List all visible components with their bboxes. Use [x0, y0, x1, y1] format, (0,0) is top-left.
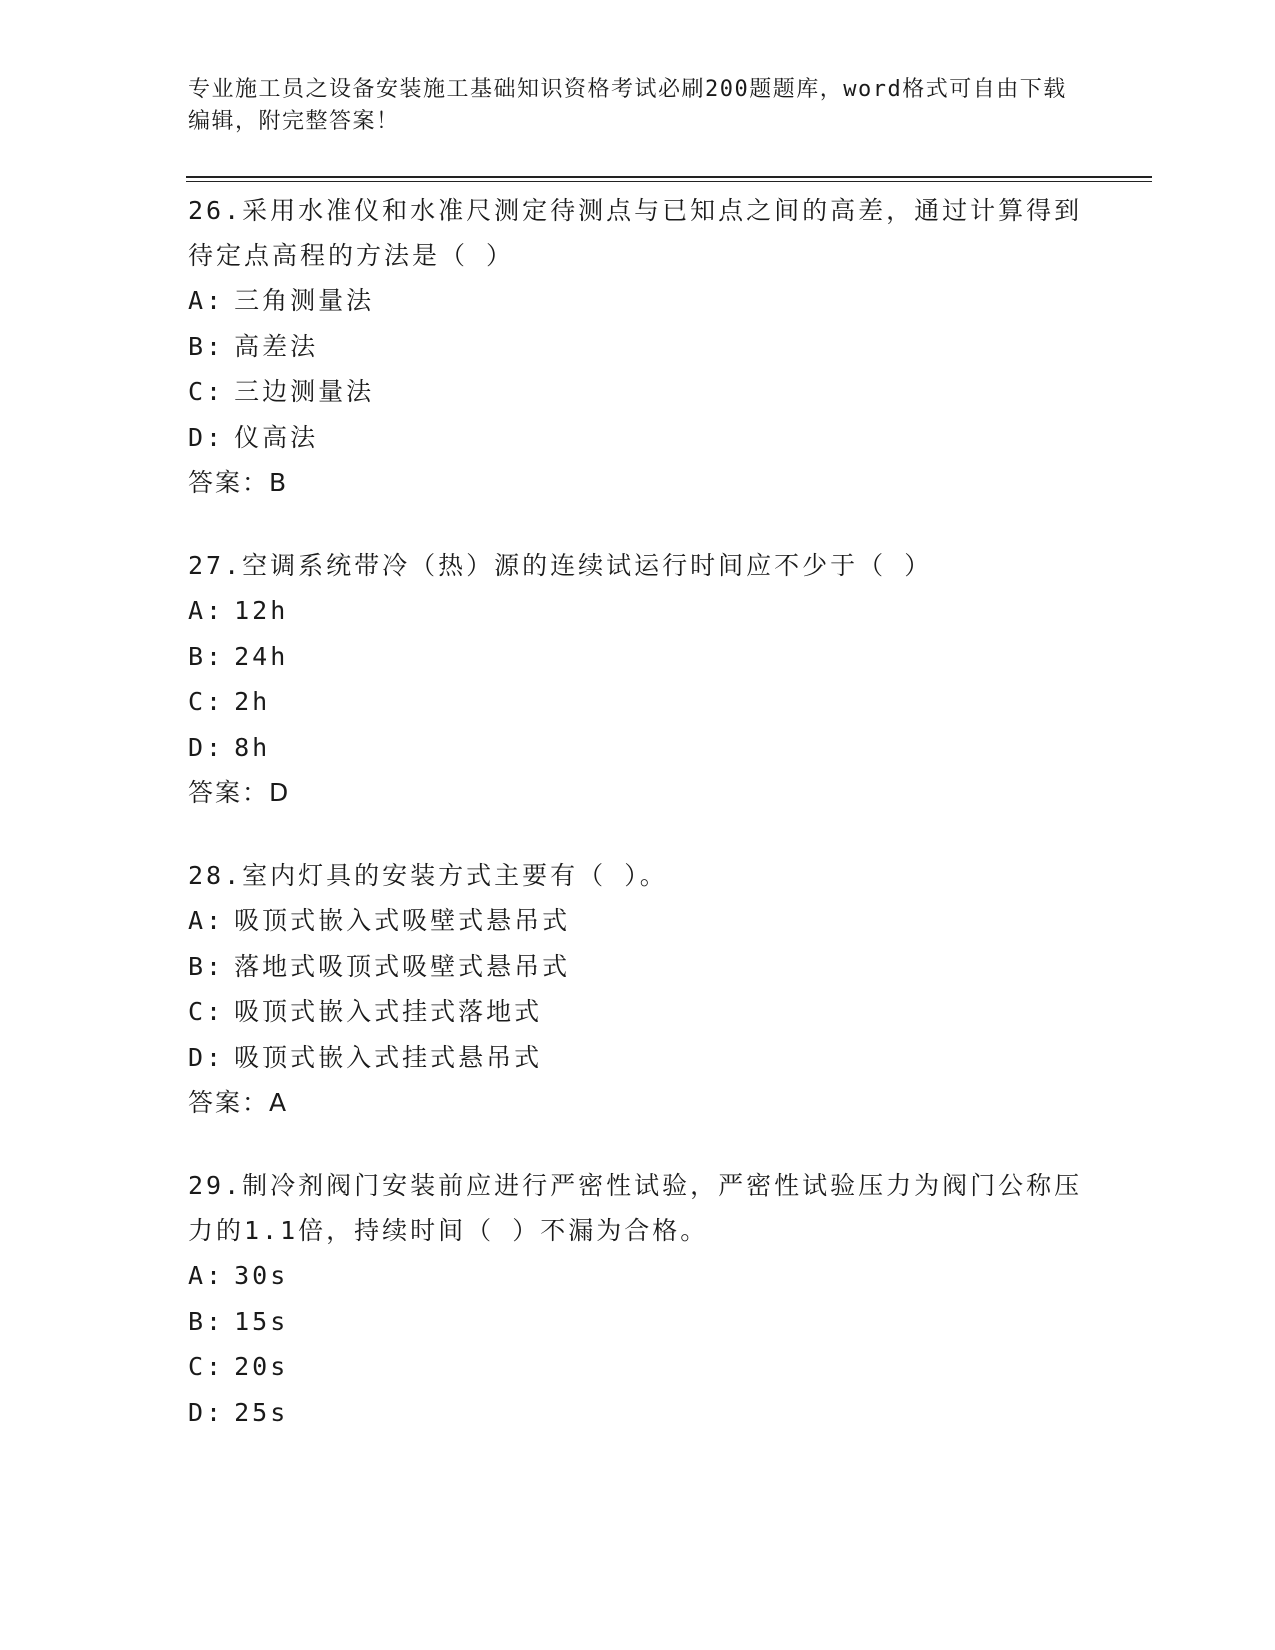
- option-d: [188, 1035, 1088, 1081]
- option-text: 吸顶式嵌入式挂式悬吊式: [234, 1042, 543, 1072]
- option-a: [188, 1253, 1088, 1299]
- answer-line: 答案：B: [188, 468, 289, 497]
- header-divider-thin: [186, 181, 1152, 182]
- option-letter: B:: [188, 641, 225, 671]
- question-29: [188, 1163, 1088, 1435]
- option-d: [188, 725, 1088, 771]
- header-divider-thick: [186, 176, 1152, 178]
- option-letter: A:: [188, 286, 225, 315]
- option-b: [188, 1299, 1088, 1345]
- option-text: 三边测量法: [234, 377, 375, 406]
- answer-line: 答案：A: [188, 1088, 289, 1117]
- option-a: [188, 278, 1088, 324]
- option-c: [188, 679, 1088, 725]
- question-stem: 27.空调系统带冷（热）源的连续试运行时间应不少于（ ）: [188, 551, 933, 580]
- option-letter: C:: [188, 997, 225, 1026]
- option-letter: C:: [188, 377, 225, 406]
- question-list: [188, 188, 1088, 1473]
- option-b: [188, 634, 1088, 680]
- option-text: 15s: [234, 1306, 289, 1336]
- option-letter: A:: [188, 596, 225, 625]
- option-text: 25s: [234, 1397, 289, 1427]
- question-27: [188, 543, 1088, 815]
- option-text: 20s: [234, 1352, 289, 1381]
- option-c: [188, 1344, 1088, 1390]
- option-letter: D:: [188, 1397, 225, 1427]
- option-d: [188, 415, 1088, 461]
- question-stem: 26.采用水准仪和水准尺测定待测点与已知点之间的高差，通过计算得到待定点高程的方法是（ ）: [188, 196, 1083, 270]
- option-letter: D:: [188, 732, 225, 762]
- option-text: 30s: [234, 1261, 289, 1290]
- option-text: 24h: [234, 641, 289, 671]
- question-26: [188, 188, 1088, 505]
- option-text: 高差法: [234, 331, 319, 361]
- option-text: 2h: [234, 687, 271, 716]
- option-letter: C:: [188, 687, 225, 716]
- question-28: [188, 853, 1088, 1125]
- option-text: 吸顶式嵌入式挂式落地式: [234, 997, 543, 1026]
- option-text: 三角测量法: [234, 286, 375, 315]
- option-letter: B:: [188, 331, 225, 361]
- option-b: [188, 324, 1088, 370]
- question-stem: 28.室内灯具的安装方式主要有（ ）。: [188, 861, 668, 890]
- option-text: 吸顶式嵌入式吸壁式悬吊式: [234, 906, 571, 935]
- option-text: 12h: [234, 596, 289, 625]
- option-letter: C:: [188, 1352, 225, 1381]
- option-a: [188, 588, 1088, 634]
- option-a: [188, 898, 1088, 944]
- option-letter: D:: [188, 422, 225, 452]
- document-header: 专业施工员之设备安装施工基础知识资格考试必刷200题题库，word格式可自由下载编辑，附完整答案！: [188, 77, 1067, 134]
- option-d: [188, 1390, 1088, 1436]
- option-letter: B:: [188, 1306, 225, 1336]
- option-letter: B:: [188, 951, 225, 981]
- option-letter: D:: [188, 1042, 225, 1072]
- option-letter: A:: [188, 906, 225, 935]
- option-text: 仪高法: [234, 422, 319, 452]
- question-stem: 29.制冷剂阀门安装前应进行严密性试验，严密性试验压力为阀门公称压力的1.1倍，持续时间（ ）不漏为合格。: [188, 1171, 1083, 1245]
- option-text: 落地式吸顶式吸壁式悬吊式: [234, 951, 571, 981]
- option-b: [188, 944, 1088, 990]
- option-c: [188, 989, 1088, 1035]
- option-letter: A:: [188, 1261, 225, 1290]
- option-text: 8h: [234, 732, 271, 762]
- answer-line: 答案：D: [188, 778, 291, 807]
- option-c: [188, 369, 1088, 415]
